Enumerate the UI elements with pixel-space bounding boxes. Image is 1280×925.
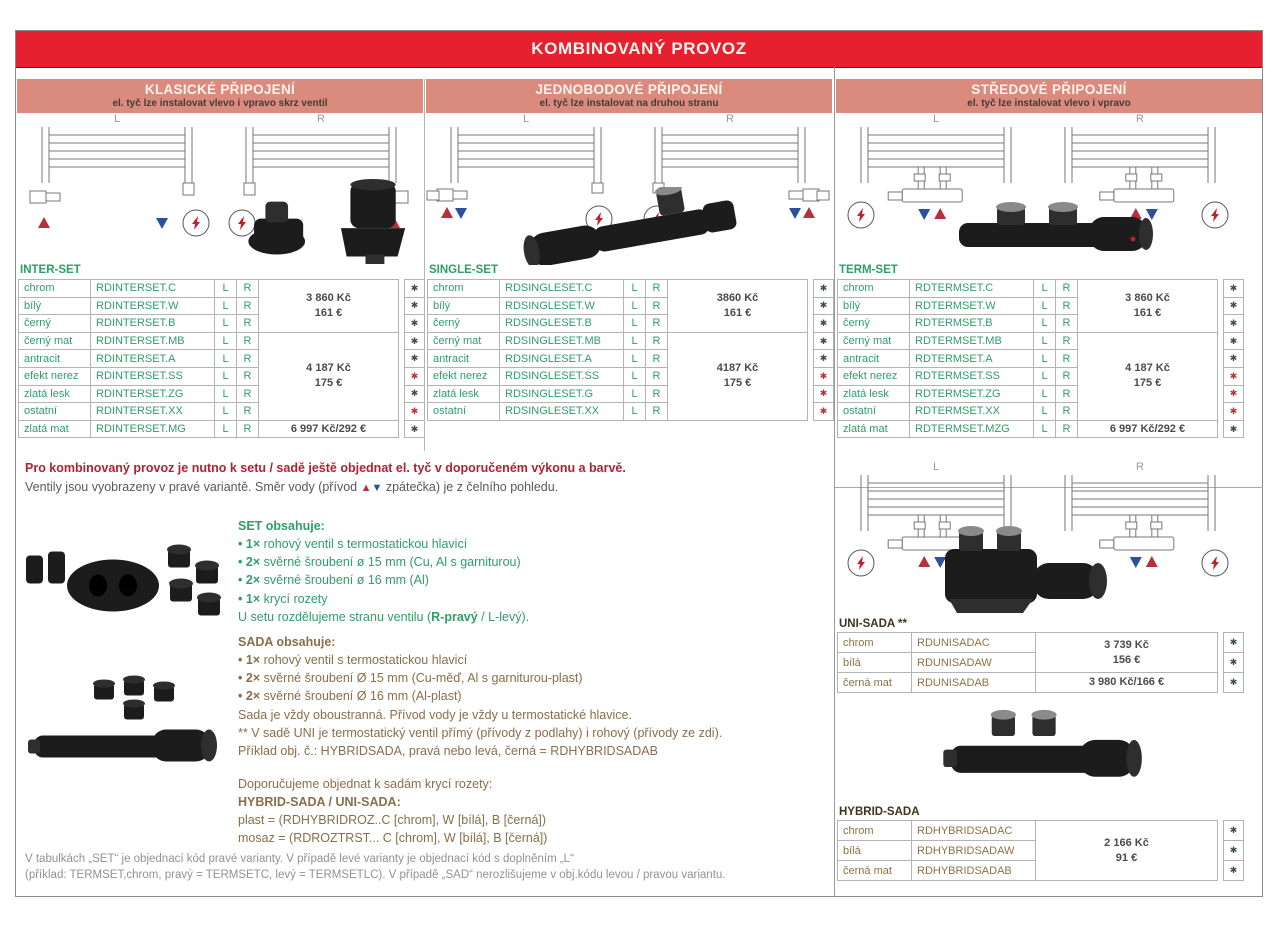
availability-star-icon: ✱ — [1224, 350, 1244, 368]
right-variant-cell: R — [1056, 280, 1078, 298]
table-label-unisada: UNI-SADA ** — [839, 618, 907, 630]
radiator-side-label: R — [317, 113, 325, 125]
code-cell: RDHYBRIDSADAC — [912, 821, 1036, 841]
column-title: KLASICKÉ PŘIPOJENÍ — [144, 82, 296, 97]
price-cell: 3 739 Kč 156 € — [1036, 633, 1218, 673]
product-photo-hybridsada — [940, 707, 1150, 799]
code-cell: RDSINGLESET.G — [500, 385, 624, 403]
list-item: • 2× svěrné šroubení Ø 15 mm (Cu-měď, Al s garniturou-plast) — [238, 671, 583, 686]
price-cell: 3 860 Kč 161 € — [1078, 280, 1218, 333]
code-cell: RDINTERSET.MB — [91, 332, 215, 350]
radiator-side-label: L — [932, 113, 940, 125]
price-cell: 3 860 Kč 161 € — [259, 280, 399, 333]
color-cell: bílá — [838, 841, 912, 861]
availability-star-icon: ✱ — [405, 403, 425, 421]
product-photo — [28, 671, 243, 781]
electric-rod-icon — [1202, 550, 1228, 576]
color-cell: antracit — [838, 350, 910, 368]
electric-rod-icon — [848, 202, 874, 228]
color-cell: černý mat — [838, 332, 910, 350]
table-row — [838, 280, 1244, 298]
ordering-code-footnote: V tabulkách „SET“ je objednací kód pravé varianty. V případě levé varianty je objednací kód s doplněním „L“ (příklad: TERMSET,chrom, pravý = TERMSETC, levý = TERMSETLC). V případě „SAD“ nerozlišujeme v obj.kódu levou / pravou variantu. — [25, 853, 726, 882]
availability-star-icon: ✱ — [1224, 861, 1244, 881]
color-cell: bílý — [428, 297, 500, 315]
availability-star-icon: ✱ — [1224, 403, 1244, 421]
code-cell: RDSINGLESET.C — [500, 280, 624, 298]
interset-table-wrap — [18, 279, 424, 438]
sada-contents-block — [238, 633, 838, 760]
right-variant-cell: R — [237, 315, 259, 333]
availability-star-icon: ✱ — [405, 297, 425, 315]
color-cell: černý — [838, 315, 910, 333]
flow-in-arrow-icon — [934, 208, 946, 219]
unisada-table-wrap — [837, 632, 1243, 693]
table-row — [19, 280, 425, 298]
price-cell: 3860 Kč 161 € — [668, 280, 808, 333]
right-variant-cell: R — [1056, 350, 1078, 368]
availability-star-icon: ✱ — [405, 315, 425, 333]
left-variant-cell: L — [624, 350, 646, 368]
code-cell: RDTERMSET.SS — [910, 367, 1034, 385]
code-cell: RDINTERSET.MG — [91, 420, 215, 438]
color-cell: antracit — [19, 350, 91, 368]
code-cell: RDTERMSET.A — [910, 350, 1034, 368]
right-variant-cell: R — [237, 403, 259, 421]
code-cell: RDUNISADAW — [912, 653, 1036, 673]
left-variant-cell: L — [215, 297, 237, 315]
left-variant-cell: L — [215, 280, 237, 298]
product-photo-sada-parts — [28, 671, 243, 781]
rozety-line: Doporučujeme objednat k sadám krycí rozety: — [238, 777, 493, 791]
table-row — [838, 332, 1244, 350]
column-subtitle: el. tyč lze instalovat na druhou stranu — [539, 98, 719, 109]
flow-return-arrow-icon — [918, 209, 930, 220]
hybrid-sada-table — [837, 820, 1244, 881]
availability-star-icon: ✱ — [1224, 821, 1244, 841]
set-contents-block — [238, 517, 818, 626]
code-cell: RDSINGLESET.B — [500, 315, 624, 333]
rozety-heading: HYBRID-SADA / UNI-SADA: — [238, 795, 401, 810]
table-row — [838, 633, 1244, 653]
color-cell: ostatní — [838, 403, 910, 421]
left-variant-cell: L — [215, 385, 237, 403]
color-cell: chrom — [19, 280, 91, 298]
right-variant-cell: R — [237, 297, 259, 315]
rozety-line: plast = (RDHYBRIDROZ..C [chrom], W [bílá], B [černá]) — [238, 813, 547, 828]
price-cell: 6 997 Kč/292 € — [259, 420, 399, 438]
left-variant-cell: L — [1034, 332, 1056, 350]
code-cell: RDUNISADAB — [912, 673, 1036, 693]
uni-sada-table — [837, 632, 1244, 693]
list-item: • 1× rohový ventil s termostatickou hlavicí — [238, 537, 468, 552]
left-variant-cell: L — [215, 315, 237, 333]
code-cell: RDTERMSET.MB — [910, 332, 1034, 350]
right-variant-cell: R — [237, 385, 259, 403]
code-cell: RDUNISADAC — [912, 633, 1036, 653]
sada-note-line: Sada je vždy oboustranná. Přívod vody je vždy u termostatické hlavice. — [238, 707, 632, 722]
code-cell: RDTERMSET.C — [910, 280, 1034, 298]
availability-star-icon: ✱ — [814, 367, 834, 385]
color-cell: efekt nerez — [19, 367, 91, 385]
flow-in-arrow-icon — [441, 207, 453, 218]
flow-return-arrow-icon — [156, 218, 168, 229]
set-contents-heading: SET obsahuje: — [238, 519, 325, 533]
availability-star-icon: ✱ — [814, 350, 834, 368]
code-cell: RDTERMSET.ZG — [910, 385, 1034, 403]
color-cell: černý mat — [19, 332, 91, 350]
price-cell: 2 166 Kč 91 € — [1036, 821, 1218, 881]
flow-return-arrow-icon — [455, 208, 467, 219]
color-cell: antracit — [428, 350, 500, 368]
radiator-side-label: L — [522, 113, 530, 125]
right-variant-cell: R — [1056, 332, 1078, 350]
product-photo — [513, 187, 763, 265]
right-variant-cell: R — [237, 280, 259, 298]
right-variant-cell: R — [1056, 403, 1078, 421]
code-cell: RDSINGLESET.MB — [500, 332, 624, 350]
color-cell: chrom — [838, 821, 912, 841]
left-variant-cell: L — [215, 403, 237, 421]
right-variant-cell: R — [1056, 367, 1078, 385]
color-cell: ostatní — [428, 403, 500, 421]
column-subtitle: el. tyč lze instalovat vlevo i vpravo skrz ventil — [112, 98, 328, 109]
code-cell: RDHYBRIDSADAB — [912, 861, 1036, 881]
availability-star-icon: ✱ — [1224, 367, 1244, 385]
term-set-table — [837, 279, 1244, 438]
table-row — [19, 420, 425, 438]
list-item: • 2× svěrné šroubení ø 16 mm (Al) — [238, 573, 429, 588]
color-cell: černá mat — [838, 673, 912, 693]
product-photo-interset — [234, 179, 429, 264]
table-label-hybridsada: HYBRID-SADA — [839, 806, 920, 818]
electric-rod-icon — [848, 550, 874, 576]
product-photo — [18, 523, 233, 628]
availability-star-icon: ✱ — [1224, 332, 1244, 350]
price-cell: 4 187 Kč 175 € — [259, 332, 399, 420]
table-label-termset: TERM-SET — [839, 264, 898, 276]
product-photo-set-parts — [18, 523, 233, 628]
code-cell: RDINTERSET.W — [91, 297, 215, 315]
left-variant-cell: L — [624, 367, 646, 385]
right-variant-cell: R — [646, 297, 668, 315]
availability-star-icon: ✱ — [405, 420, 425, 438]
color-cell: bílý — [19, 297, 91, 315]
right-variant-cell: R — [646, 367, 668, 385]
flow-in-arrow-icon: ▲ — [360, 482, 372, 494]
left-variant-cell: L — [1034, 403, 1056, 421]
electric-rod-icon — [183, 210, 209, 236]
left-variant-cell: L — [624, 385, 646, 403]
code-cell: RDINTERSET.XX — [91, 403, 215, 421]
sada-contents-heading: SADA obsahuje: — [238, 635, 336, 649]
availability-star-icon: ✱ — [1224, 420, 1244, 438]
table-label-interset: INTER-SET — [20, 264, 81, 276]
column-title: JEDNOBODOVÉ PŘIPOJENÍ — [535, 82, 723, 97]
list-item: • 2× svěrné šroubení ø 15 mm (Cu, Al s garniturou) — [238, 555, 521, 570]
left-variant-cell: L — [215, 367, 237, 385]
table-row — [428, 332, 834, 350]
product-photo-singleset — [513, 187, 763, 265]
left-variant-cell: L — [1034, 385, 1056, 403]
hybridsada-table-wrap — [837, 820, 1243, 881]
color-cell: černá mat — [838, 861, 912, 881]
right-variant-cell: R — [646, 403, 668, 421]
availability-star-icon: ✱ — [814, 332, 834, 350]
flow-in-arrow-icon — [803, 207, 815, 218]
column-title: STŘEDOVÉ PŘIPOJENÍ — [971, 82, 1127, 97]
rozety-recommendation-block — [238, 775, 818, 848]
singleset-table-wrap — [427, 279, 833, 421]
color-cell: zlatá lesk — [19, 385, 91, 403]
color-cell: černý — [428, 315, 500, 333]
termset-table-wrap — [837, 279, 1243, 438]
left-variant-cell: L — [1034, 297, 1056, 315]
radiator-side-label: L — [113, 113, 121, 125]
availability-star-icon: ✱ — [405, 367, 425, 385]
color-cell: zlatá mat — [838, 420, 910, 438]
set-side-note: U setu rozdělujeme stranu ventilu (R-pravý / L-levý). — [238, 609, 530, 624]
table-row — [838, 673, 1244, 693]
availability-star-icon: ✱ — [814, 315, 834, 333]
product-photo — [940, 707, 1150, 799]
left-variant-cell: L — [624, 297, 646, 315]
availability-star-icon: ✱ — [1224, 633, 1244, 653]
column-subtitle: el. tyč lze instalovat vlevo i vpravo — [967, 98, 1131, 109]
price-cell: 4 187 Kč 175 € — [1078, 332, 1218, 420]
catalog-sheet — [15, 30, 1263, 897]
code-cell: RDINTERSET.A — [91, 350, 215, 368]
code-cell: RDINTERSET.ZG — [91, 385, 215, 403]
single-set-table — [427, 279, 834, 421]
left-variant-cell: L — [1034, 315, 1056, 333]
sada-note-line: Příklad obj. č.: HYBRIDSADA, pravá nebo levá, černá = RDHYBRIDSADAB — [238, 743, 658, 758]
color-cell: bílá — [838, 653, 912, 673]
flow-in-arrow-icon — [1146, 556, 1158, 567]
color-cell: černý — [19, 315, 91, 333]
left-variant-cell: L — [624, 332, 646, 350]
right-variant-cell: R — [1056, 315, 1078, 333]
code-cell: RDSINGLESET.W — [500, 297, 624, 315]
code-cell: RDTERMSET.XX — [910, 403, 1034, 421]
product-photo — [953, 195, 1163, 261]
code-cell: RDINTERSET.B — [91, 315, 215, 333]
availability-star-icon: ✱ — [1224, 673, 1244, 693]
table-row — [19, 332, 425, 350]
list-item: • 2× svěrné šroubení Ø 16 mm (Al-plast) — [238, 689, 462, 704]
right-variant-cell: R — [1056, 420, 1078, 438]
price-cell: 4187 Kč 175 € — [668, 332, 808, 420]
product-photo — [234, 179, 429, 264]
table-label-singleset: SINGLE-SET — [429, 264, 499, 276]
flow-return-arrow-icon — [789, 208, 801, 219]
table-row — [838, 420, 1244, 438]
availability-star-icon: ✱ — [1224, 297, 1244, 315]
availability-star-icon: ✱ — [1224, 653, 1244, 673]
availability-star-icon: ✱ — [1224, 841, 1244, 861]
list-item: • 1× krycí rozety — [238, 591, 328, 606]
inter-set-table — [18, 279, 425, 438]
table-row — [838, 821, 1244, 841]
product-photo-termset — [953, 195, 1163, 261]
radiator-side-label: R — [726, 113, 734, 125]
left-variant-cell: L — [624, 280, 646, 298]
right-variant-cell: R — [1056, 385, 1078, 403]
right-variant-cell: R — [237, 420, 259, 438]
availability-star-icon: ✱ — [814, 280, 834, 298]
right-variant-cell: R — [646, 280, 668, 298]
color-cell: chrom — [428, 280, 500, 298]
flow-in-arrow-icon — [38, 217, 50, 228]
availability-star-icon: ✱ — [1224, 315, 1244, 333]
flow-return-arrow-icon: ▼ — [371, 482, 383, 494]
product-photo — [935, 519, 1125, 617]
left-variant-cell: L — [624, 403, 646, 421]
right-variant-cell: R — [646, 350, 668, 368]
left-variant-cell: L — [1034, 420, 1056, 438]
table-row — [428, 280, 834, 298]
availability-star-icon: ✱ — [814, 403, 834, 421]
code-cell: RDTERMSET.MZG — [910, 420, 1034, 438]
availability-star-icon: ✱ — [814, 385, 834, 403]
price-cell: 6 997 Kč/292 € — [1078, 420, 1218, 438]
right-variant-cell: R — [237, 332, 259, 350]
color-cell: zlatá mat — [19, 420, 91, 438]
right-variant-cell: R — [237, 350, 259, 368]
left-variant-cell: L — [1034, 280, 1056, 298]
left-variant-cell: L — [1034, 367, 1056, 385]
page-title: KOMBINOVANÝ PROVOZ — [16, 31, 1262, 68]
availability-star-icon: ✱ — [1224, 385, 1244, 403]
price-cell: 3 980 Kč/166 € — [1036, 673, 1218, 693]
left-variant-cell: L — [215, 420, 237, 438]
availability-star-icon: ✱ — [405, 385, 425, 403]
sada-note-line: ** V sadě UNI je termostatický ventil přímý (přívody z podlahy) i rohový (přívody ze zdi). — [238, 725, 723, 740]
rozety-line: mosaz = (RDROZTRST... C [chrom], W [bílá], B [černá]) — [238, 831, 548, 846]
availability-star-icon: ✱ — [405, 332, 425, 350]
availability-star-icon: ✱ — [814, 297, 834, 315]
code-cell: RDSINGLESET.SS — [500, 367, 624, 385]
product-photo-unisada — [935, 519, 1125, 617]
column-header-klasicke — [17, 79, 423, 113]
combined-operation-note: Pro kombinovaný provoz je nutno k setu / sadě ještě objednat el. tyč v doporučeném výkonu a barvě. — [25, 461, 626, 475]
code-cell: RDINTERSET.C — [91, 280, 215, 298]
left-variant-cell: L — [1034, 350, 1056, 368]
availability-star-icon: ✱ — [1224, 280, 1244, 298]
left-variant-cell: L — [215, 332, 237, 350]
flow-in-arrow-icon — [918, 556, 930, 567]
left-variant-cell: L — [624, 315, 646, 333]
radiator-side-label: R — [1136, 461, 1144, 473]
color-cell: černý mat — [428, 332, 500, 350]
radiator-side-label: L — [932, 461, 940, 473]
column-header-stredove — [836, 79, 1262, 113]
right-variant-cell: R — [646, 385, 668, 403]
availability-star-icon: ✱ — [405, 350, 425, 368]
color-cell: bílý — [838, 297, 910, 315]
right-variant-cell: R — [1056, 297, 1078, 315]
list-item: • 1× rohový ventil s termostatickou hlavicí — [238, 653, 468, 668]
column-header-jednobodove — [426, 79, 832, 113]
electric-rod-icon — [1202, 202, 1228, 228]
valve-orientation-note: Ventily jsou vyobrazeny v pravé variantě. Směr vody (přívod ▲▼ zpátečka) je z čelního pohledu. — [25, 480, 559, 494]
right-variant-cell: R — [646, 315, 668, 333]
left-variant-cell: L — [215, 350, 237, 368]
color-cell: zlatá lesk — [428, 385, 500, 403]
color-cell: zlatá lesk — [838, 385, 910, 403]
code-cell: RDHYBRIDSADAW — [912, 841, 1036, 861]
right-variant-cell: R — [237, 367, 259, 385]
color-cell: chrom — [838, 633, 912, 653]
color-cell: ostatní — [19, 403, 91, 421]
code-cell: RDTERMSET.W — [910, 297, 1034, 315]
color-cell: efekt nerez — [838, 367, 910, 385]
code-cell: RDSINGLESET.XX — [500, 403, 624, 421]
code-cell: RDSINGLESET.A — [500, 350, 624, 368]
radiator-side-label: R — [1136, 113, 1144, 125]
right-variant-cell: R — [646, 332, 668, 350]
availability-star-icon: ✱ — [405, 280, 425, 298]
column-stredove — [834, 67, 1263, 896]
color-cell: efekt nerez — [428, 367, 500, 385]
code-cell: RDINTERSET.SS — [91, 367, 215, 385]
color-cell: chrom — [838, 280, 910, 298]
code-cell: RDTERMSET.B — [910, 315, 1034, 333]
flow-return-arrow-icon — [1130, 557, 1142, 568]
